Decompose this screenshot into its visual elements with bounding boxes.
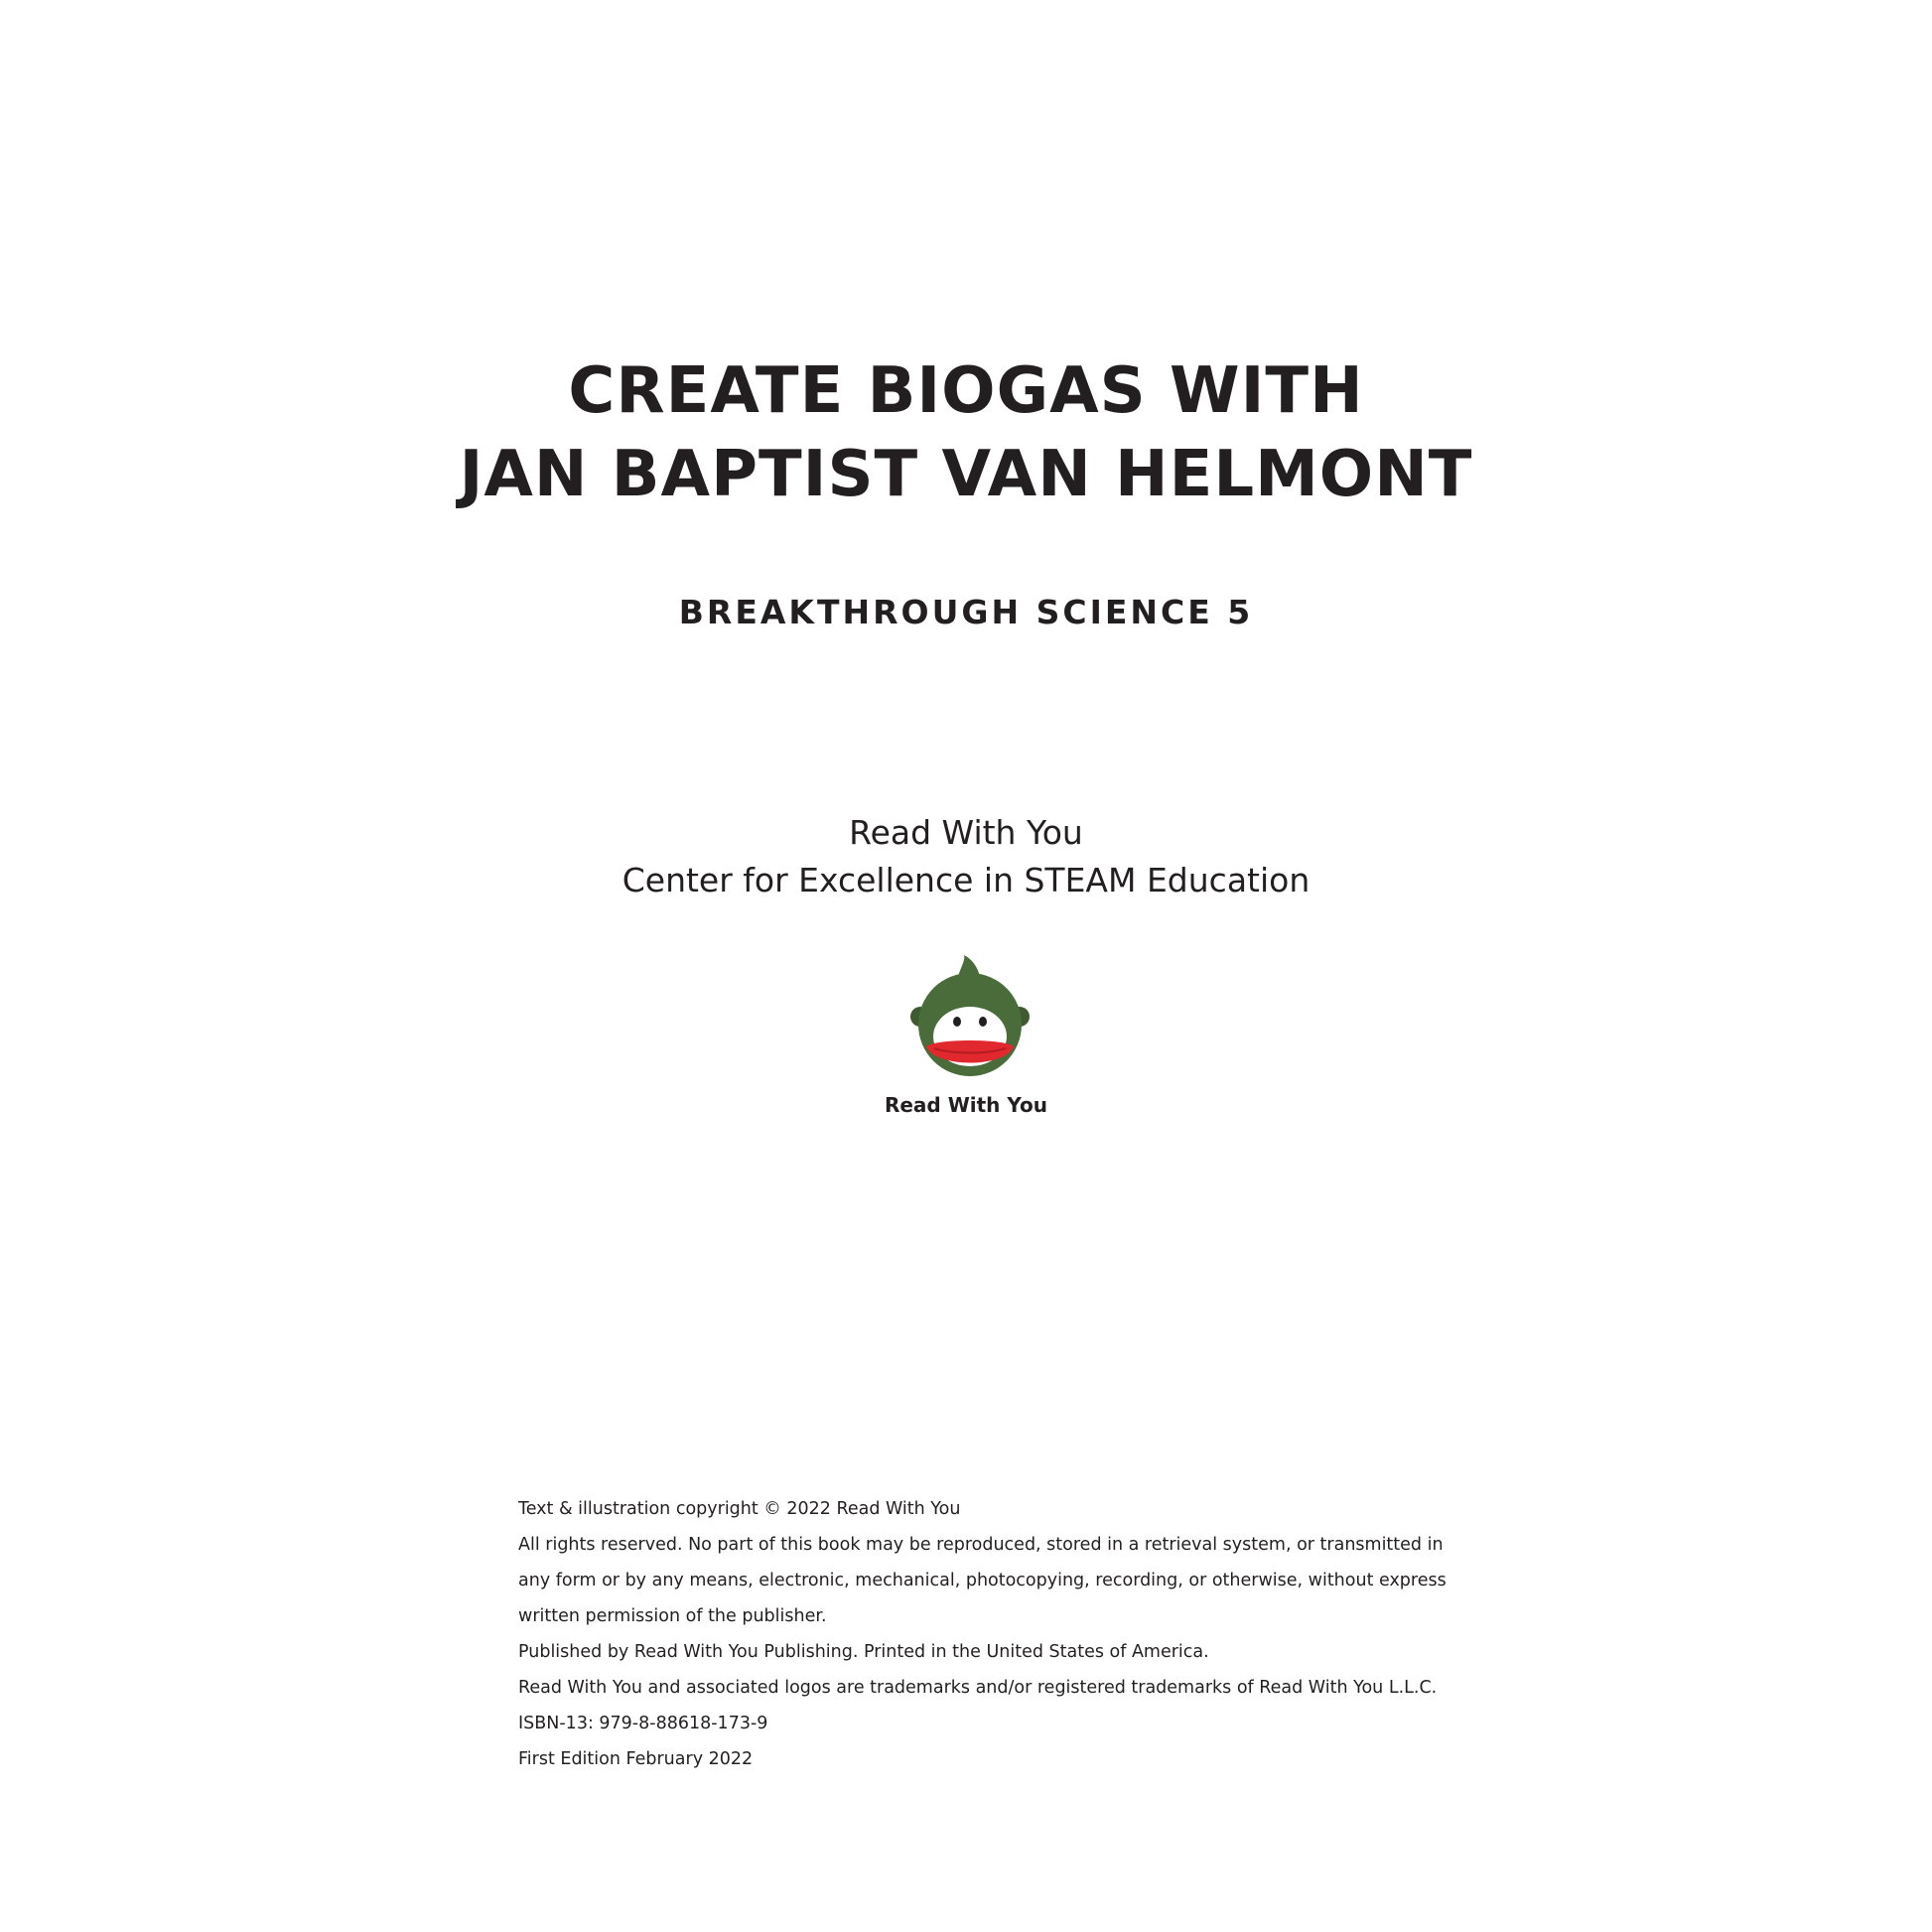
book-title: [0, 349, 1932, 516]
monkey-mascot-logo-icon: [906, 955, 1034, 1082]
publisher-tagline: Center for Excellence in STEAM Education: [621, 861, 1311, 899]
copyright-line: All rights reserved. No part of this book may be reproduced, stored in a retrieval system, or transmitted in: [518, 1535, 1444, 1555]
copyright-line: any form or by any means, electronic, mechanical, photocopying, recording, or otherwise, without express: [518, 1571, 1447, 1590]
copyright-line: Text & illustration copyright © 2022 Read With You: [518, 1499, 961, 1519]
book-title-line-1: CREATE BIOGAS WITH: [568, 354, 1364, 428]
book-title-line-2: JAN BAPTIST VAN HELMONT: [459, 438, 1473, 511]
copyright-line: Read With You and associated logos are trademarks and/or registered trademarks of Read With You L.L.C.: [518, 1678, 1438, 1698]
series-title: BREAKTHROUGH SCIENCE 5: [678, 593, 1254, 631]
copyright-block: [518, 1491, 1447, 1777]
isbn-line: ISBN-13: 979-8-88618-173-9: [518, 1714, 768, 1733]
publisher-block: [0, 809, 1932, 904]
copyright-line: Published by Read With You Publishing. Printed in the United States of America.: [518, 1642, 1209, 1662]
edition-line: First Edition February 2022: [518, 1749, 754, 1769]
copyright-line: written permission of the publisher.: [518, 1606, 827, 1626]
logo-wordmark: Read With You: [884, 1093, 1048, 1117]
logo-left-eye: [953, 1017, 961, 1027]
logo-right-eye: [979, 1017, 987, 1027]
publisher-name: Read With You: [849, 813, 1083, 852]
